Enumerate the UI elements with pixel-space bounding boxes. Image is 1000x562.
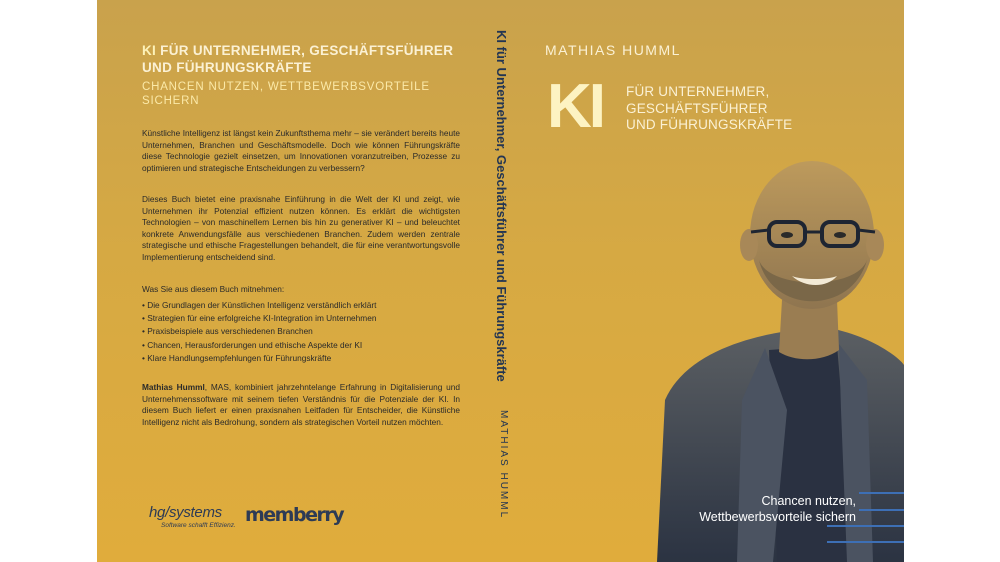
list-item: • Praxisbeispiele aus verschiedenen Branchen bbox=[142, 325, 460, 338]
front-cover bbox=[537, 0, 904, 562]
back-cover bbox=[97, 0, 482, 562]
front-tagline-line: Chancen nutzen, bbox=[761, 494, 856, 508]
list-item: • Klare Handlungsempfehlungen für Führungskräfte bbox=[142, 352, 460, 365]
bullets-heading: Was Sie aus diesem Buch mitnehmen: bbox=[142, 284, 285, 294]
front-title-line: FÜR UNTERNEHMER, bbox=[626, 84, 770, 99]
back-title bbox=[142, 42, 482, 76]
glasses-arm-right bbox=[858, 230, 875, 232]
glasses-arm-left bbox=[751, 230, 769, 232]
spine-title: KI für Unternehmer, Geschäftsführer und Führungskräfte bbox=[494, 30, 509, 382]
author-bio-text: , MAS, kombiniert jahrzehntelange Erfahrung in Digitalisierung und Unternehmenssoftware mit seinem tiefen Verständnis für die Potenziale der KI. In diesem Buch liefert er einen praxisnahen Leitfaden für Entscheider, die Künstliche Intelligenz nicht als Bedrohung, sondern als strategischen Vorteil nutzen möchten. bbox=[142, 382, 460, 427]
ear-right bbox=[866, 229, 884, 261]
front-author: MATHIAS HUMML bbox=[545, 42, 681, 58]
memberry-logo bbox=[245, 504, 343, 526]
back-title-rest: FÜR UNTERNEHMER, GESCHÄFTSFÜHRER UND FÜHRUNGSKRÄFTE bbox=[142, 43, 454, 75]
author-bio bbox=[142, 382, 460, 428]
author-bio-name: Mathias Humml bbox=[142, 382, 205, 392]
hg-systems-tagline: Software schafft Effizienz. bbox=[161, 522, 236, 529]
eye-right bbox=[834, 232, 846, 238]
list-item: • Chancen, Herausforderungen und ethische Aspekte der KI bbox=[142, 339, 460, 352]
back-paragraph-overview: Dieses Buch bietet eine praxisnahe Einführung in die Welt der KI und zeigt, wie Unternehmen ihr Potenzial effizient nutzen können. Es erklärt die wichtigsten Technologien – von maschinellem Lernen bis hin zu generativer KI – und beleuchtet konkrete Anwendungsfälle aus verschiedenen Branchen. Zudem werden zentrale strategische und ethische Fragestellungen behandelt, die für eine verantwortungsvolle Implementierung entscheidend sind. bbox=[142, 194, 460, 262]
hg-systems-logo-text: hg/systems bbox=[149, 504, 222, 521]
back-title-ki: KI bbox=[142, 43, 157, 58]
decor-stripe bbox=[859, 492, 904, 494]
spine-author: MATHIAS HUMML bbox=[498, 410, 509, 520]
takeaways-list bbox=[142, 299, 460, 365]
list-item: • Strategien für eine erfolgreiche KI-Integration im Unternehmen bbox=[142, 312, 460, 325]
front-title-ki: KI bbox=[547, 72, 603, 141]
decor-stripe bbox=[859, 509, 904, 511]
eye-left bbox=[781, 232, 793, 238]
front-tagline bbox=[699, 493, 856, 525]
front-title-line: GESCHÄFTSFÜHRER bbox=[626, 100, 768, 116]
decor-stripe bbox=[827, 525, 904, 527]
decor-stripe bbox=[827, 541, 904, 543]
spine bbox=[482, 0, 537, 562]
ear-left bbox=[740, 229, 758, 261]
memberry-logo-text: memberry bbox=[245, 504, 344, 526]
hg-systems-logo bbox=[149, 504, 236, 529]
front-title-line: UND FÜHRUNGSKRÄFTE bbox=[626, 117, 793, 132]
back-subtitle: CHANCEN NUTZEN, WETTBEWERBSVORTEILE SICHERN bbox=[142, 81, 430, 107]
book-cover bbox=[97, 0, 904, 562]
list-item: • Die Grundlagen der Künstlichen Intelligenz verständlich erklärt bbox=[142, 299, 460, 312]
back-paragraph-intro: Künstliche Intelligenz ist längst kein Zukunftsthema mehr – sie verändert bereits heute Unternehmen, Branchen und Geschäftsmodelle. Doch wie können Führungskräfte diese Technologie gezielt einsetzen, um Innovationen voranzutreiben, Prozesse zu optimieren und strategische Entscheidungen zu verbessern? bbox=[142, 128, 460, 173]
front-title bbox=[626, 84, 896, 134]
front-tagline-line: Wettbewerbsvorteile sichern bbox=[699, 510, 856, 524]
